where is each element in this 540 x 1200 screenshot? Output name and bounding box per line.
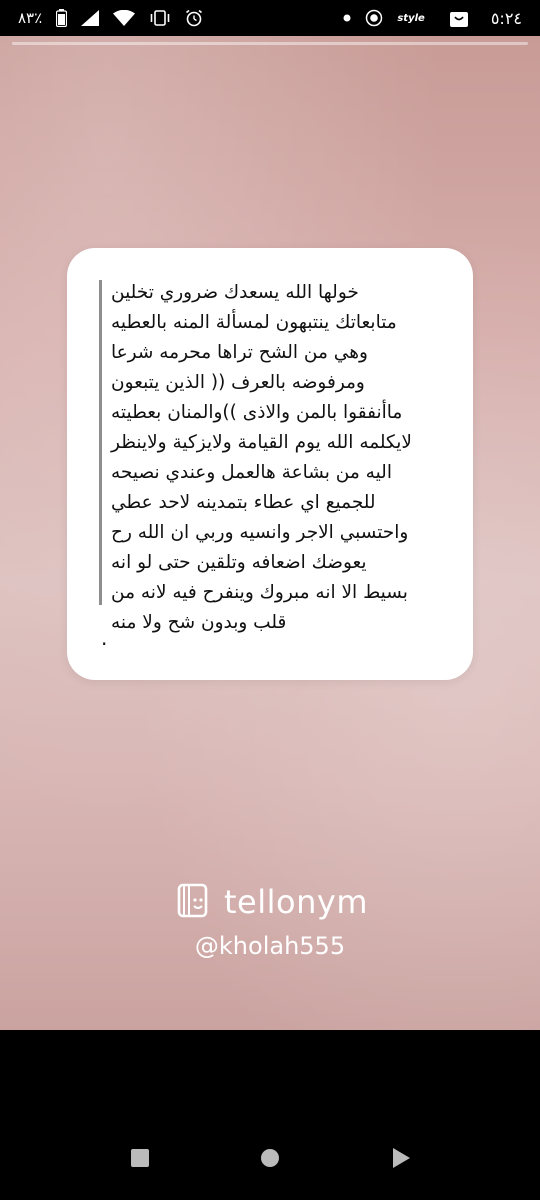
- app-label: style: [397, 12, 425, 24]
- vibrate-icon: [149, 10, 171, 26]
- home-button[interactable]: [260, 1148, 280, 1168]
- back-button[interactable]: [391, 1147, 411, 1169]
- clock: ٥:٢٤: [490, 8, 522, 28]
- message-line: يعوضك اضعافه وتلقين حتى لو انه: [111, 552, 367, 573]
- story-progress-bar: [12, 42, 528, 45]
- alarm-icon: [185, 9, 203, 27]
- recents-button[interactable]: [130, 1148, 150, 1168]
- question-card: [67, 248, 473, 680]
- message-text: [111, 278, 451, 638]
- signal-icon: [81, 10, 99, 26]
- story-view[interactable]: [0, 36, 540, 1030]
- message-line: ماأنفقوا بالمن والاذى ))والمنان بعطيته: [111, 402, 403, 423]
- navigation-bar: [0, 1030, 540, 1200]
- message-line: قلب وبدون شح ولا منه: [111, 612, 287, 633]
- message-line: وهي من الشح تراها محرمه شرعا: [111, 342, 368, 363]
- status-right-group: [343, 8, 522, 28]
- message-line: للجميع اي عطاء بتمدينه لاحد عطي: [111, 492, 376, 513]
- message-line: واحتسبي الاجر وانسيه وربي ان الله رح: [111, 522, 409, 543]
- branding: [0, 880, 540, 924]
- shop-bag-icon: [449, 8, 469, 28]
- circle-icon: [260, 1148, 280, 1168]
- battery-icon: [56, 9, 67, 27]
- tellonym-logo-icon: [172, 880, 212, 924]
- message-line: ومرفوضه بالعرف (( الذين يتبعون: [111, 372, 365, 393]
- triangle-icon: [391, 1147, 411, 1169]
- battery-percentage: ٪٨٣: [18, 9, 43, 27]
- status-left-group: [18, 9, 203, 27]
- wifi-icon: [113, 10, 135, 26]
- dot-icon: [343, 14, 351, 22]
- answer-text: .: [101, 626, 108, 650]
- message-line: اليه من بشاعة هالعمل وعندي نصيحه: [111, 462, 392, 483]
- username-handle: @kholah555: [194, 932, 346, 960]
- square-icon: [130, 1148, 150, 1168]
- status-bar: [0, 0, 540, 36]
- message-line: خولها الله يسعدك ضروري تخلين: [111, 282, 359, 303]
- message-line: بسيط الا انه مبروك وينفرح فيه لانه من: [111, 582, 408, 603]
- brand-name: tellonym: [224, 883, 368, 921]
- message-line: لايكلمه الله يوم القيامة ولايزكية ولاينظر: [111, 432, 412, 453]
- record-icon: [365, 9, 383, 27]
- quote-bar: [99, 280, 102, 605]
- message-line: متابعاتك ينتبهون لمسألة المنه بالعطيه: [111, 312, 397, 333]
